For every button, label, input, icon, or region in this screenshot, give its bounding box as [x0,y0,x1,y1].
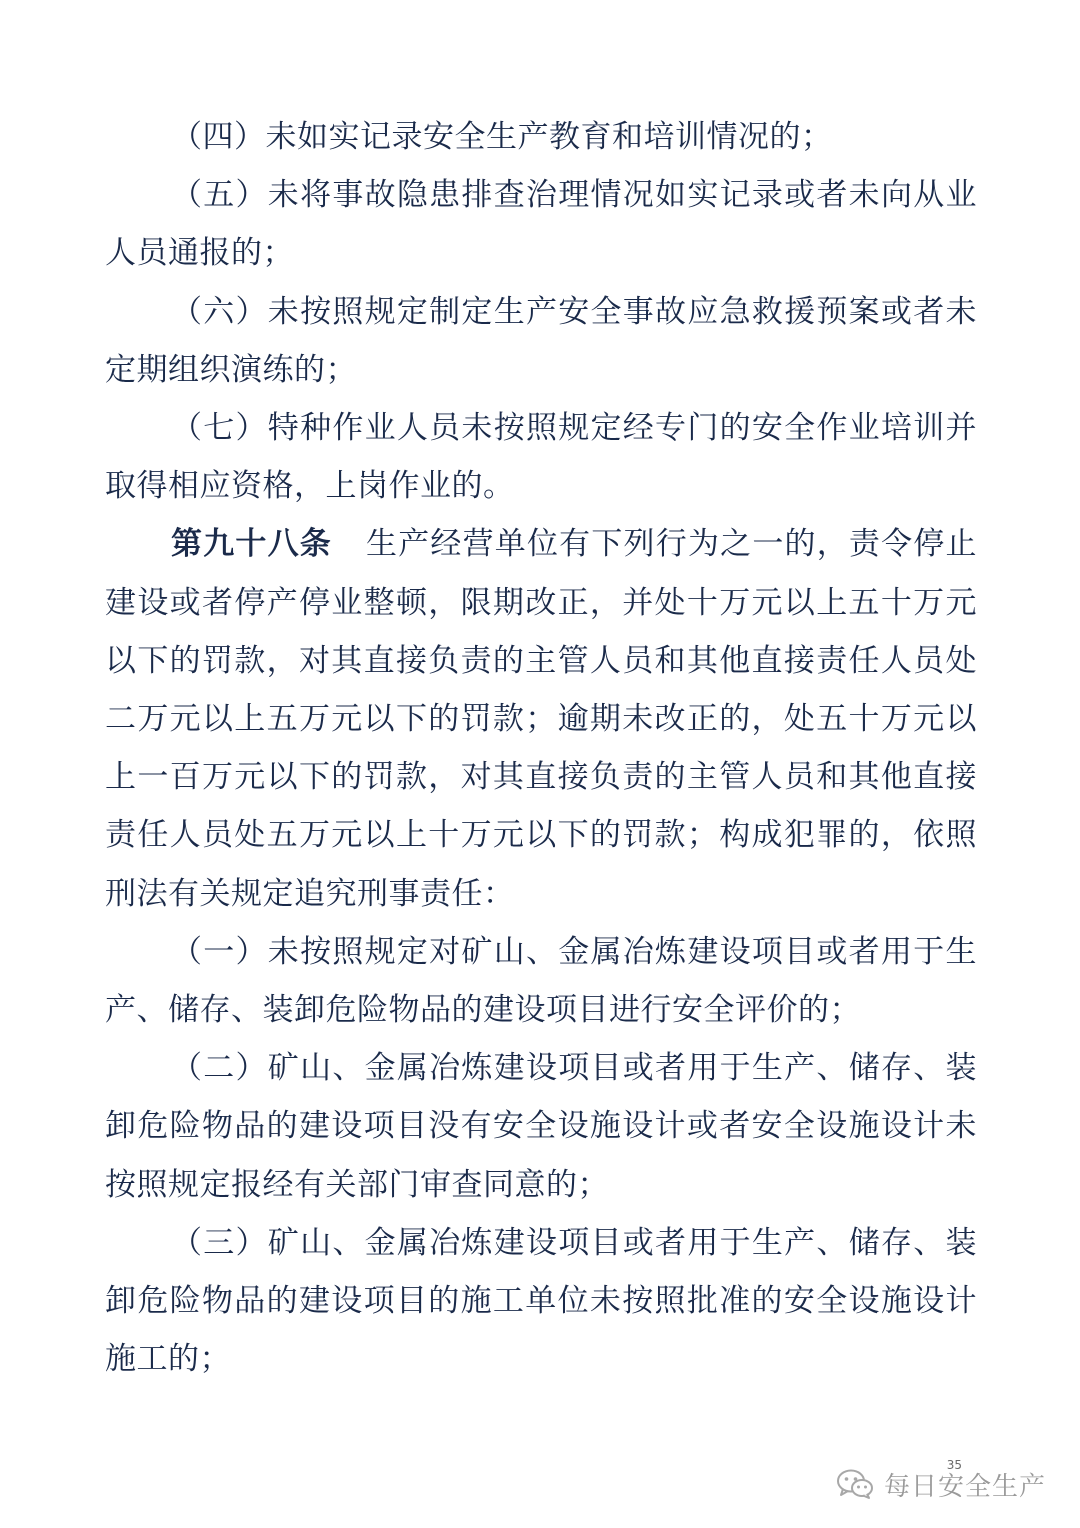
article-98-item-3: （三）矿山、金属冶炼建设项目或者用于生产、储存、装卸危险物品的建设项目的施工单位未按照批准的安全设施设计施工的； [105,1224,977,1378]
article-98-paragraph [105,515,977,922]
paragraph-item-7: （七）特种作业人员未按照规定经专门的安全作业培训并取得相应资格，上岗作业的。 [105,410,977,505]
document-page [105,108,977,1388]
paragraph-item-5: （五）未将事故隐患排查治理情况如实记录或者未向从业人员通报的； [105,177,977,272]
paragraph-item-4: （四）未如实记录安全生产教育和培训情况的； [171,119,833,155]
article-98-item-1: （一）未按照规定对矿山、金属冶炼建设项目或者用于生产、储存、装卸危险物品的建设项目进行安全评价的； [105,933,977,1029]
watermark [836,1464,1046,1504]
paragraph-item-6: （六）未按照规定制定生产安全事故应急救援预案或者未定期组织演练的； [105,293,977,388]
article-98-item-2: （二）矿山、金属冶炼建设项目或者用于生产、储存、装卸危险物品的建设项目没有安全设施设计或者安全设施设计未按照规定报经有关部门审查同意的； [105,1050,977,1203]
article-98-heading: 第九十八条 [171,526,332,563]
watermark-text: 每日安全生产 [883,1471,1046,1502]
article-98-body: 生产经营单位有下列行为之一的，责令停止建设或者停产停业整顿，限期改正，并处十万元以上五十万元以下的罚款，对其直接负责的主管人员和其他直接责任人员处二万元以上五万元以下的罚款；逾期未改正的，处五十万元以上一百万元以下的罚款，对其直接负责的主管人员和其他直接责任人员处五万元以上十万元以下的罚款；构成犯罪的，依照刑法有关规定追究刑事责任： [105,526,978,912]
wechat-icon [836,1468,874,1500]
page-number: 35 [946,1458,962,1472]
